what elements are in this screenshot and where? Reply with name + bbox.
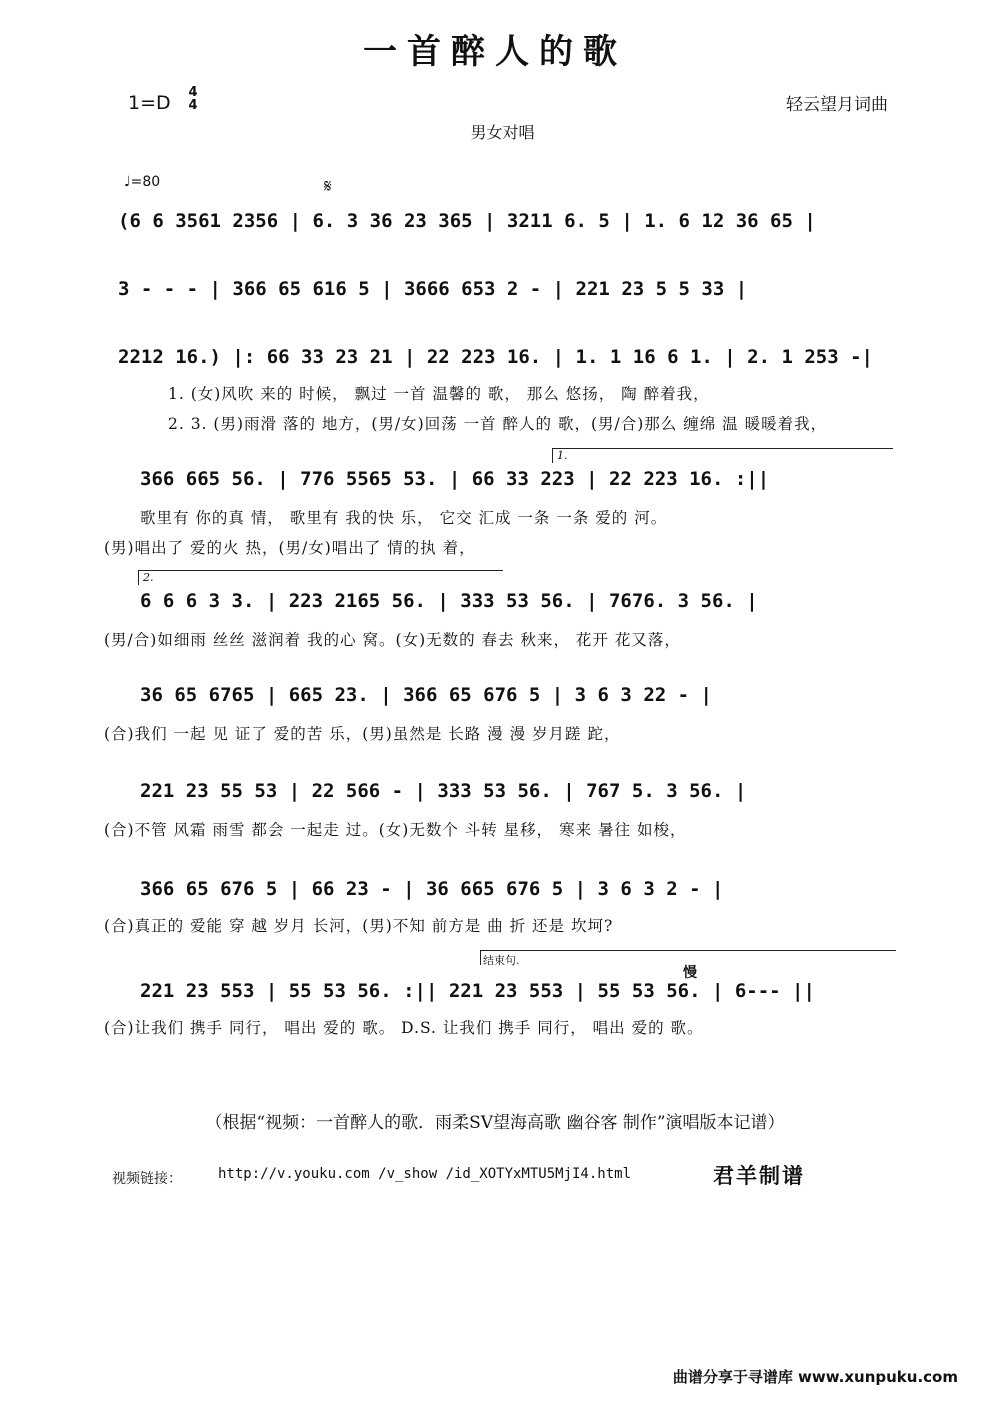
transcriber-signature: 君羊制谱 [713,1163,805,1188]
lyric-row-6: (合)我们 一起 见 证了 爱的苦 乐，(男)虽然是 长路 漫 漫 岁月蹉 跎， [104,725,621,743]
key-signature: 1=D [128,92,171,114]
performance-style: 男女对唱 [470,123,535,142]
score-row-1: (6 6 3561 2356 | 6. 3 36 23 365 | 3211 6. 5 | 1. 6 12 36 65 | [118,210,816,232]
ending-label: 结束句. [483,954,520,967]
score-row-5: 6 6 6 3 3. | 223 2165 56. | 333 53 56. | 7676. 3 56. | [140,590,758,612]
lyric-row-4-verse-2: (男)唱出了 爱的火 热，(男/女)唱出了 情的执 着， [104,539,476,557]
score-row-6: 36 65 6765 | 665 23. | 366 65 676 5 | 3 6 3 22 - | [140,684,712,706]
lyric-row-3-verse-2: 2. 3. (男)雨滑 落的 地方，(男/女)回荡 一首 醉人的 歌，(男/合)那么 缠绵 温 暖暖着我， [168,415,828,433]
source-note: （根据“视频：一首醉人的歌．雨柔SV望海高歌 幽谷客 制作”演唱版本记谱） [205,1113,785,1133]
slow-marking: 慢 [683,965,697,981]
lyric-row-7: (合)不管 风霜 雨雪 都会 一起走 过。(女)无数个 斗转 星移， 寒来 暑往 如梭， [104,821,687,839]
song-title: 一首醉人的歌 [363,32,627,72]
score-row-8: 366 65 676 5 | 66 23 - | 36 665 676 5 | 3 6 3 2 - | [140,878,724,900]
score-row-2: 3 - - - | 366 65 616 5 | 3666 653 2 - | 221 23 5 5 33 | [118,278,748,300]
score-row-3: 2212 16.) |: 66 33 23 21 | 22 223 16. | 1. 1 16 6 1. | 2. 1 253 -| [118,346,873,368]
segno-icon: 𝄋 [324,176,332,197]
lyric-row-3-verse-1: 1. (女)风吹 来的 时候， 飘过 一首 温馨的 歌， 那么 悠扬， 陶 醉着我， [168,385,710,403]
lyric-row-4-verse-1: 歌里有 你的真 情， 歌里有 我的快 乐， 它交 汇成 一条 一条 爱的 河。 [140,509,668,527]
lyric-row-5: (男/合)如细雨 丝丝 滋润着 我的心 窝。(女)无数的 春去 秋来， 花开 花又落， [104,631,681,649]
lyric-row-8: (合)真正的 爱能 穿 越 岁月 长河，(男)不知 前方是 曲 折 还是 坎坷? [104,917,614,935]
video-link-label: 视频链接： [112,1171,182,1187]
video-link[interactable]: http://v.youku.com /v_show /id_XOTYxMTU5MjI4.html [218,1166,632,1182]
time-signature-top: 4 [188,85,198,100]
second-ending-label: 2. [143,571,154,584]
lyric-row-9: (合)让我们 携手 同行， 唱出 爱的 歌。 D.S. 让我们 携手 同行， 唱出 爱的 歌。 [104,1019,704,1037]
time-signature [186,86,200,112]
tempo-marking: ♩=80 [124,174,161,190]
site-credit: 曲谱分享于寻谱库 www.xunpuku.com [672,1368,958,1386]
time-signature-bottom: 4 [188,98,198,113]
second-ending-bracket [138,570,503,585]
score-row-9: 221 23 553 | 55 53 56. :|| 221 23 553 | 55 53 56. | 6--- || [140,980,815,1002]
score-row-7: 221 23 55 53 | 22 566 - | 333 53 56. | 767 5. 3 56. | [140,780,747,802]
first-ending-bracket: 1. [552,448,893,463]
composer-credit: 轻云望月词曲 [786,95,888,115]
score-row-4: 366 665 56. | 776 5565 53. | 66 33 223 | 22 223 16. :|| [140,468,770,490]
